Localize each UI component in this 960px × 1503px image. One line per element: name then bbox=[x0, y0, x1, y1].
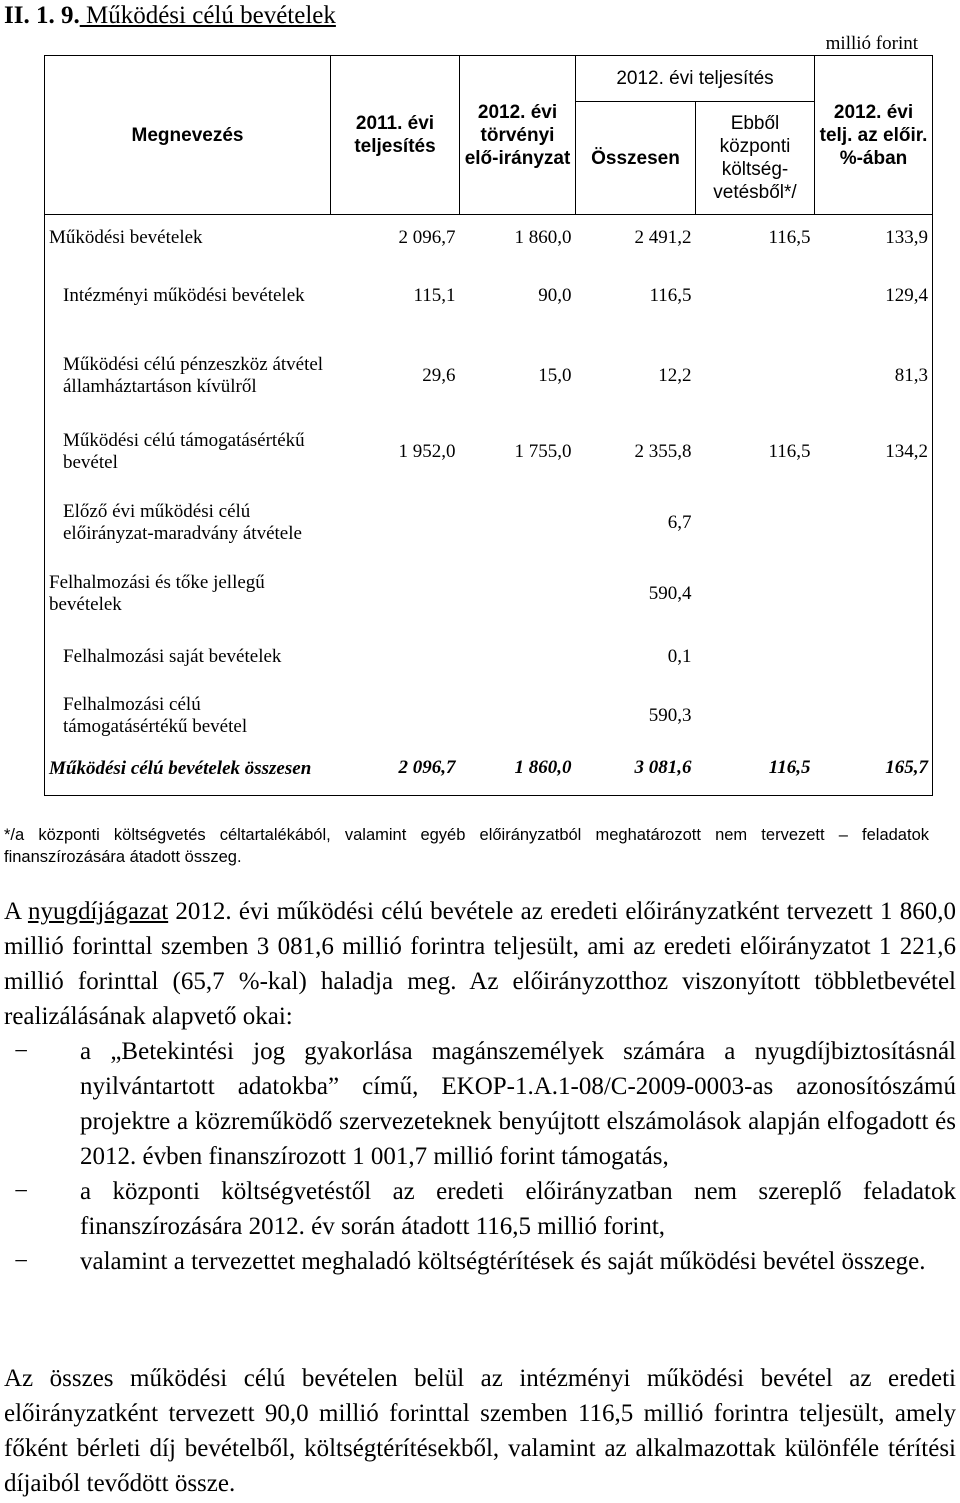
cell-plan: 90,0 bbox=[538, 284, 572, 306]
cell-total: 0,1 bbox=[667, 645, 692, 667]
cell-percent bbox=[815, 482, 933, 564]
cell-central: 116,5 bbox=[696, 742, 815, 796]
cell-percent bbox=[815, 564, 933, 624]
cell-total: 2 355,8 bbox=[634, 440, 692, 462]
header-total: Összesen bbox=[576, 102, 696, 215]
section-number: II. 1. 9. bbox=[4, 2, 80, 29]
row-label: Működési célú pénzeszköz átvétel államháztartáson kívülről bbox=[45, 330, 331, 422]
cell-percent bbox=[815, 624, 933, 690]
cell-central bbox=[696, 624, 815, 690]
cell-central bbox=[696, 564, 815, 624]
cell-percent: 129,4 bbox=[815, 262, 933, 330]
dash-bullet: − bbox=[14, 1038, 29, 1065]
cell-central bbox=[696, 330, 815, 422]
row-label: Felhalmozási saját bevételek bbox=[45, 624, 331, 690]
table-row bbox=[45, 564, 933, 624]
paragraph-lead: A bbox=[4, 898, 28, 925]
cell-percent: 165,7 bbox=[815, 742, 933, 796]
cell-total: 590,3 bbox=[648, 704, 692, 726]
revenue-table bbox=[44, 55, 933, 796]
row-label: Működési bevételek bbox=[45, 215, 331, 262]
cell-central bbox=[696, 690, 815, 742]
paragraph-institutional: Az összes működési célú bevételen belül az intézményi működési bevétel az eredeti előirányzatként tervezett 90,0 millió forinttal szemben 116,5 millió forintra teljesült, amely főként bérleti díj bevételből, költségtérítésekből, valamint az alkalmazottak különféle térítési díjaiból tevődött össze. bbox=[4, 1365, 956, 1497]
cell-plan: 15,0 bbox=[538, 364, 572, 386]
cell-plan bbox=[460, 564, 576, 624]
cell-central bbox=[696, 482, 815, 564]
cell-2011: 115,1 bbox=[413, 284, 456, 306]
section-title bbox=[4, 2, 336, 30]
cell-total: 590,4 bbox=[648, 582, 692, 604]
row-label: Előző évi működési célú előirányzat-maradvány átvétele bbox=[45, 482, 331, 564]
cell-total: 3 081,6 bbox=[576, 742, 696, 796]
cell-2011: 1 952,0 bbox=[398, 440, 456, 462]
cell-percent: 134,2 bbox=[815, 422, 933, 482]
footnote: */a központi költségvetés céltartalékából, valamint egyéb előirányzatból meghatározott nem tervezett – feladatok finanszírozására átadott összeg. bbox=[4, 826, 929, 866]
header-2012-performance: 2012. évi teljesítés bbox=[576, 56, 815, 102]
section-heading: Működési célú bevételek bbox=[79, 2, 336, 29]
reasons-list bbox=[4, 1034, 956, 1279]
header-name: Megnevezés bbox=[45, 56, 331, 215]
dash-bullet: − bbox=[14, 1178, 29, 1205]
list-item bbox=[4, 1174, 956, 1244]
paragraph-underlined: nyugdíjágazat bbox=[27, 898, 169, 925]
table-row bbox=[45, 422, 933, 482]
cell-plan: 1 860,0 bbox=[460, 215, 576, 262]
table-row bbox=[45, 624, 933, 690]
list-item-text: valamint a tervezettet meghaladó költségtérítések és saját működési bevétel összege. bbox=[80, 1248, 926, 1275]
list-item bbox=[4, 1244, 956, 1279]
cell-plan bbox=[460, 690, 576, 742]
cell-2011: 2 096,7 bbox=[331, 742, 460, 796]
cell-percent: 81,3 bbox=[815, 330, 933, 422]
table-row-total bbox=[45, 742, 933, 796]
cell-total: 2 491,2 bbox=[576, 215, 696, 262]
header-2011: 2011. évi teljesítés bbox=[331, 56, 460, 215]
list-item bbox=[4, 1034, 956, 1174]
row-label: Felhalmozási és tőke jellegű bevételek bbox=[45, 564, 331, 624]
cell-plan: 1 860,0 bbox=[460, 742, 576, 796]
table-row bbox=[45, 215, 933, 262]
paragraph-text: 2012. évi működési célú bevétele az eredeti előirányzatként tervezett 1 860,0 millió forinttal szemben 3 081,6 millió forintra teljesült, ami az eredeti előirányzatot 1 221,6 millió forinttal (65,7 %-kal) haladja meg. Az előirányzotthoz viszonyított többletbevétel realizálásának alapvető okai: bbox=[4, 898, 956, 1030]
cell-central: 116,5 bbox=[696, 215, 815, 262]
header-plan: 2012. évi törvényi elő-irányzat bbox=[460, 56, 576, 215]
list-item-text: a központi költségvetéstől az eredeti előirányzatban nem szereplő feladatok finanszírozására 2012. év során átadott 116,5 millió forint, bbox=[80, 1178, 956, 1240]
header-percent: 2012. évi telj. az előir. %-ában bbox=[815, 56, 933, 215]
cell-plan: 1 755,0 bbox=[514, 440, 572, 462]
cell-2011: 2 096,7 bbox=[331, 215, 460, 262]
row-label: Működési célú bevételek összesen bbox=[45, 742, 331, 796]
row-label: Felhalmozási célú támogatásértékű bevétel bbox=[45, 690, 331, 742]
cell-percent bbox=[815, 690, 933, 742]
table-row bbox=[45, 482, 933, 564]
row-label: Működési célú támogatásértékű bevétel bbox=[45, 422, 331, 482]
cell-central: 116,5 bbox=[768, 440, 811, 462]
dash-bullet: − bbox=[14, 1248, 29, 1275]
row-label: Intézményi működési bevételek bbox=[45, 262, 331, 330]
cell-total: 6,7 bbox=[667, 511, 692, 533]
cell-2011 bbox=[331, 690, 460, 742]
unit-label: millió forint bbox=[825, 33, 918, 54]
cell-total: 116,5 bbox=[649, 284, 692, 306]
cell-plan bbox=[460, 482, 576, 564]
cell-2011 bbox=[331, 482, 460, 564]
table-row bbox=[45, 262, 933, 330]
table-row bbox=[45, 690, 933, 742]
cell-2011: 29,6 bbox=[422, 364, 456, 386]
cell-percent: 133,9 bbox=[815, 215, 933, 262]
cell-total: 12,2 bbox=[658, 364, 692, 386]
header-central: Ebből központi költség-vetésből*/ bbox=[696, 102, 815, 215]
table-row bbox=[45, 330, 933, 422]
list-item-text: a „Betekintési jog gyakorlása magánszemélyek számára a nyugdíjbiztosításnál nyilvántartott adatokba” című, EKOP-1.A.1-08/C-2009-0003-as azonosítószámú projektre a közreműködő szervezeteknek benyújtott elszámolások alapján elfogadott és 2012. évben finanszírozott 1 001,7 millió forint támogatás, bbox=[80, 1038, 956, 1170]
cell-2011 bbox=[331, 564, 460, 624]
cell-2011 bbox=[331, 624, 460, 690]
cell-plan bbox=[460, 624, 576, 690]
paragraph-pension bbox=[4, 894, 956, 1279]
cell-central bbox=[696, 262, 815, 330]
